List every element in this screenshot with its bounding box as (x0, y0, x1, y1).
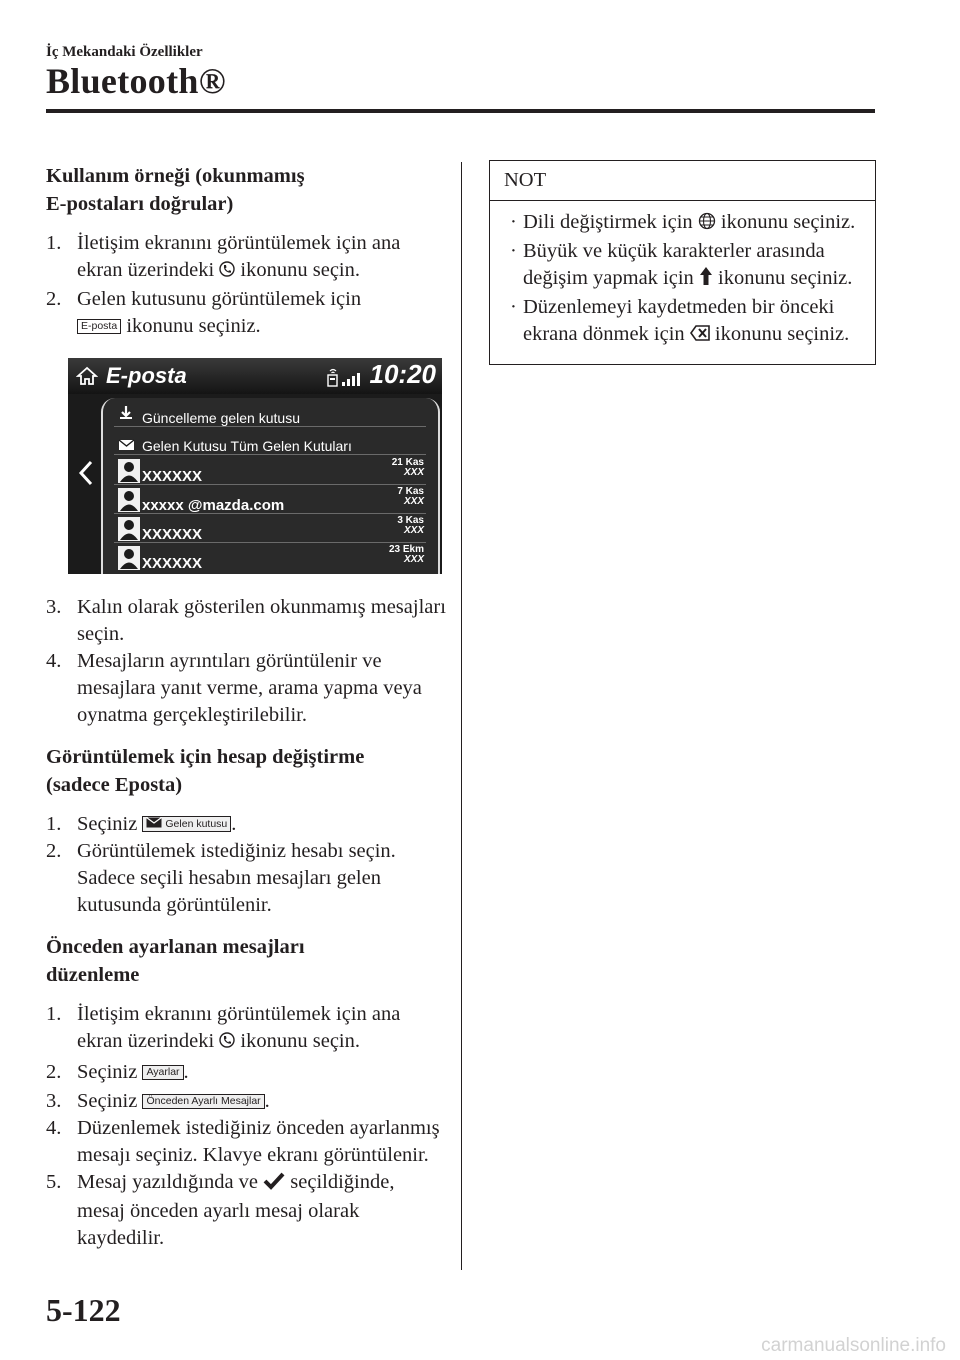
page-number: 5-122 (46, 1292, 121, 1328)
note-body (490, 201, 875, 364)
step-item: 2. Seçiniz Ayarlar . (46, 1061, 189, 1083)
message-sender: XXXXXX (142, 555, 203, 572)
note-item: · Düzenlemeyi kaydetmeden bir önceki ekrana dönmek için ikonunu seçiniz. (510, 294, 863, 350)
update-inbox-label: Güncelleme gelen kutusu (142, 410, 300, 426)
inbox-all-label: Gelen Kutusu Tüm Gelen Kutuları (142, 438, 352, 454)
message-date: 21 Kas XXX (391, 457, 424, 478)
cancel-icon (690, 323, 710, 350)
envelope-icon (118, 431, 136, 458)
step-item: 4. Düzenlemek istediğiniz önceden ayarlanmış mesajı seçiniz. Klavye ekranı görüntülenir. (46, 1117, 440, 1166)
message-row[interactable] (114, 487, 426, 514)
steps-switch-account (46, 811, 446, 919)
phone-icon (219, 259, 235, 286)
step-item: 2. Görüntülemek istediğiniz hesabı seçin. Sadece seçili hesabın mesajları gelen kutusunda görüntülenir. (46, 840, 396, 916)
column-divider (461, 162, 462, 1270)
note-box (489, 160, 876, 365)
message-sender: XXXXXX (142, 526, 203, 543)
avatar (118, 459, 140, 483)
step-item: 1. İletişim ekranını görüntülemek için ana ekran üzerindeki ikonunu seçin. (46, 230, 446, 286)
message-sender: XXXXXX (142, 468, 203, 485)
heading-edit-preset: Önceden ayarlanan mesajları düzenleme (46, 936, 305, 986)
step-item: 2. Gelen kutusunu görüntülemek için E-posta ikonunu seçiniz. (46, 288, 362, 337)
step-item: 1. Seçiniz Gelen kutusu . (46, 813, 237, 835)
step-item: 4. Mesajların ayrıntıları görüntülenir ve mesajlara yanıt verme, arama yapma veya oynatma gerçekleştirilebilir. (46, 650, 422, 726)
step-item: 5. Mesaj yazıldığında ve seçildiğinde, mesaj önceden ayarlı mesaj olarak kaydedilir. (46, 1171, 395, 1249)
message-date: 3 Kas XXX (397, 515, 424, 536)
settings-button-ref: Ayarlar (142, 1065, 183, 1080)
update-inbox-row[interactable] (114, 400, 426, 427)
watermark: carmanualsonline.info (761, 1335, 946, 1356)
avatar (118, 488, 140, 512)
message-row[interactable] (114, 516, 426, 543)
left-column (46, 162, 446, 1266)
signal-icon (326, 366, 362, 395)
message-row[interactable] (114, 458, 426, 485)
phone-icon (219, 1030, 235, 1057)
note-item: · Büyük ve küçük karakterler arasında değişim yapmak için ikonunu seçiniz. (510, 238, 863, 294)
steps-edit-preset (46, 1001, 446, 1252)
step-item: 3. Seçiniz Önceden Ayarlı Mesajlar . (46, 1090, 270, 1112)
message-row[interactable] (114, 545, 426, 571)
globe-icon (698, 211, 716, 238)
heading-switch-account: Görüntülemek için hesap değiştirme (sadece Eposta) (46, 746, 365, 796)
back-arrow-icon[interactable] (78, 460, 94, 493)
avatar (118, 517, 140, 541)
heading-usage-example: Kullanım örneği (okunmamış E-postaları doğrular) (46, 165, 305, 215)
inbox-all-row[interactable] (114, 428, 426, 455)
chapter-title: Bluetooth® (46, 61, 226, 101)
home-icon (76, 366, 98, 393)
avatar (118, 546, 140, 570)
note-item: · Dili değiştirmek için ikonunu seçiniz. (510, 209, 863, 238)
step-item: 1. İletişim ekranını görüntülemek için ana ekran üzerindeki ikonunu seçin. (46, 1001, 446, 1057)
eposta-screen (68, 358, 442, 574)
preset-messages-button-ref: Önceden Ayarlı Mesajlar (142, 1094, 264, 1109)
screen-title: E-posta (106, 363, 187, 388)
eposta-button-ref: E-posta (77, 319, 121, 334)
envelope-icon (146, 817, 162, 828)
step-item: 3. Kalın olarak gösterilen okunmamış mesajları seçin. (46, 596, 446, 645)
shift-arrow-icon (699, 266, 713, 294)
screen-clock: 10:20 (369, 359, 436, 389)
steps-read-unread (46, 230, 446, 340)
message-sender: xxxxx @mazda.com (142, 497, 285, 514)
inbox-button-ref: Gelen kutusu (142, 816, 231, 832)
message-date: 7 Kas XXX (397, 486, 424, 507)
section-label: İç Mekandaki Özellikler (46, 44, 203, 60)
note-title: NOT (490, 161, 875, 201)
download-arrow-icon (118, 403, 134, 430)
message-date: 23 Ekm XXX (388, 544, 424, 565)
steps-read-unread-cont (46, 594, 446, 729)
header-rule (46, 109, 875, 113)
check-icon (263, 1171, 285, 1198)
